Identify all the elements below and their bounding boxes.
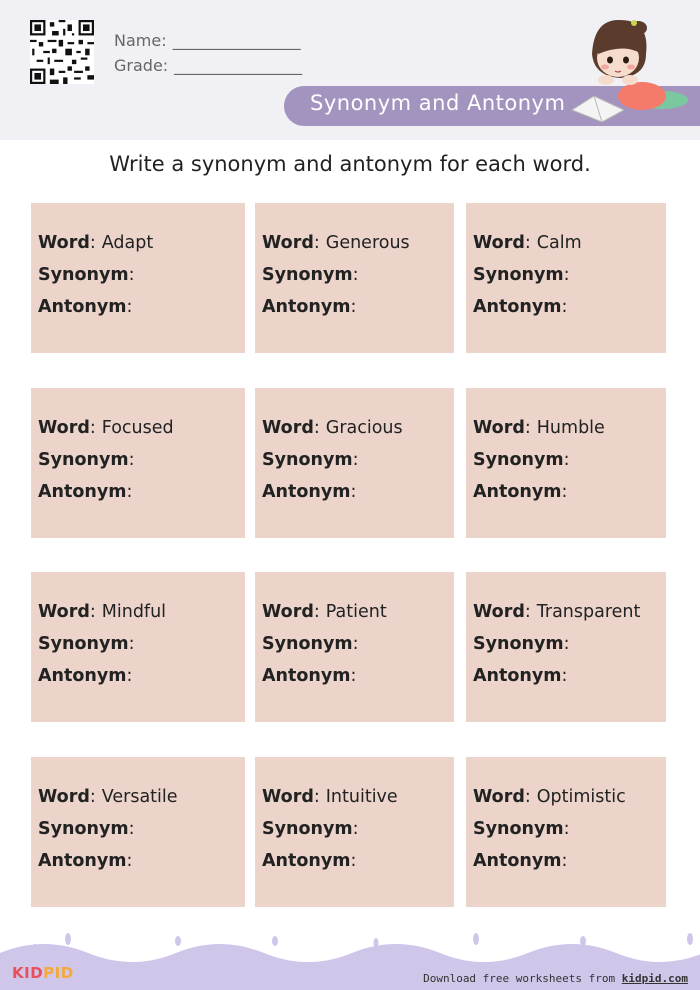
synonym-row[interactable]: Synonym:	[38, 450, 135, 470]
word-value: Transparent	[536, 602, 641, 622]
word-card	[466, 203, 666, 353]
antonym-row[interactable]: Antonym:	[473, 297, 568, 317]
synonym-row[interactable]: Synonym:	[38, 265, 135, 285]
synonym-row[interactable]: Synonym:	[38, 634, 135, 654]
word-row: Word: Optimistic	[473, 787, 626, 807]
name-blank[interactable]: ________________	[172, 31, 301, 50]
word-card	[255, 757, 454, 907]
word-value: Calm	[536, 233, 582, 253]
word-card	[466, 388, 666, 538]
word-row: Word: Calm	[473, 233, 582, 253]
antonym-row[interactable]: Antonym:	[262, 666, 357, 686]
synonym-row[interactable]: Synonym:	[38, 819, 135, 839]
word-row: Word: Humble	[473, 418, 605, 438]
word-row: Word: Mindful	[38, 602, 167, 622]
word-value: Intuitive	[325, 787, 398, 807]
synonym-row[interactable]: Synonym:	[262, 265, 359, 285]
word-card	[31, 388, 245, 538]
name-label: Name:	[114, 31, 167, 50]
download-footer-text	[423, 972, 688, 985]
word-row: Word: Patient	[262, 602, 387, 622]
synonym-row[interactable]: Synonym:	[262, 450, 359, 470]
antonym-row[interactable]: Antonym:	[473, 482, 568, 502]
word-card	[255, 572, 454, 722]
grade-label: Grade:	[114, 56, 169, 75]
synonym-row[interactable]: Synonym:	[473, 819, 570, 839]
instruction-text: Write a synonym and antonym for each word.	[109, 152, 591, 176]
word-card	[255, 388, 454, 538]
download-text: Download free worksheets from	[423, 972, 622, 985]
word-card	[466, 757, 666, 907]
word-value: Humble	[536, 418, 605, 438]
antonym-row[interactable]: Antonym:	[262, 297, 357, 317]
word-card	[31, 203, 245, 353]
header	[0, 0, 700, 140]
word-value: Gracious	[325, 418, 403, 438]
word-value: Mindful	[101, 602, 167, 622]
word-row: Word: Focused	[38, 418, 174, 438]
word-card	[31, 572, 245, 722]
word-row: Word: Versatile	[38, 787, 178, 807]
antonym-row[interactable]: Antonym:	[38, 482, 133, 502]
synonym-row[interactable]: Synonym:	[262, 634, 359, 654]
synonym-row[interactable]: Synonym:	[473, 265, 570, 285]
antonym-row[interactable]: Antonym:	[38, 851, 133, 871]
word-row: Word: Gracious	[262, 418, 403, 438]
word-card	[255, 203, 454, 353]
qr-code-icon	[30, 20, 94, 84]
grade-blank[interactable]: ________________	[174, 56, 303, 75]
kidpid-logo: KIDPID	[12, 964, 74, 982]
synonym-row[interactable]: Synonym:	[473, 450, 570, 470]
synonym-row[interactable]: Synonym:	[473, 634, 570, 654]
grade-field	[114, 56, 302, 75]
antonym-row[interactable]: Antonym:	[262, 482, 357, 502]
word-value: Versatile	[101, 787, 178, 807]
word-row: Word: Transparent	[473, 602, 641, 622]
antonym-row[interactable]: Antonym:	[473, 666, 568, 686]
word-card	[31, 757, 245, 907]
worksheet-title: Synonym and Antonym	[310, 91, 566, 115]
word-value: Optimistic	[536, 787, 626, 807]
antonym-row[interactable]: Antonym:	[262, 851, 357, 871]
kidpid-link[interactable]: kidpid.com	[621, 972, 688, 985]
word-value: Patient	[325, 602, 387, 622]
antonym-row[interactable]: Antonym:	[38, 297, 133, 317]
antonym-row[interactable]: Antonym:	[38, 666, 133, 686]
word-value: Focused	[101, 418, 174, 438]
name-field	[114, 31, 301, 50]
word-row: Word: Generous	[262, 233, 410, 253]
synonym-row[interactable]: Synonym:	[262, 819, 359, 839]
word-row: Word: Intuitive	[262, 787, 398, 807]
antonym-row[interactable]: Antonym:	[473, 851, 568, 871]
word-row: Word: Adapt	[38, 233, 154, 253]
word-value: Adapt	[101, 233, 154, 253]
girl-reading-illustration-icon	[572, 14, 690, 124]
word-value: Generous	[325, 233, 410, 253]
word-card	[466, 572, 666, 722]
